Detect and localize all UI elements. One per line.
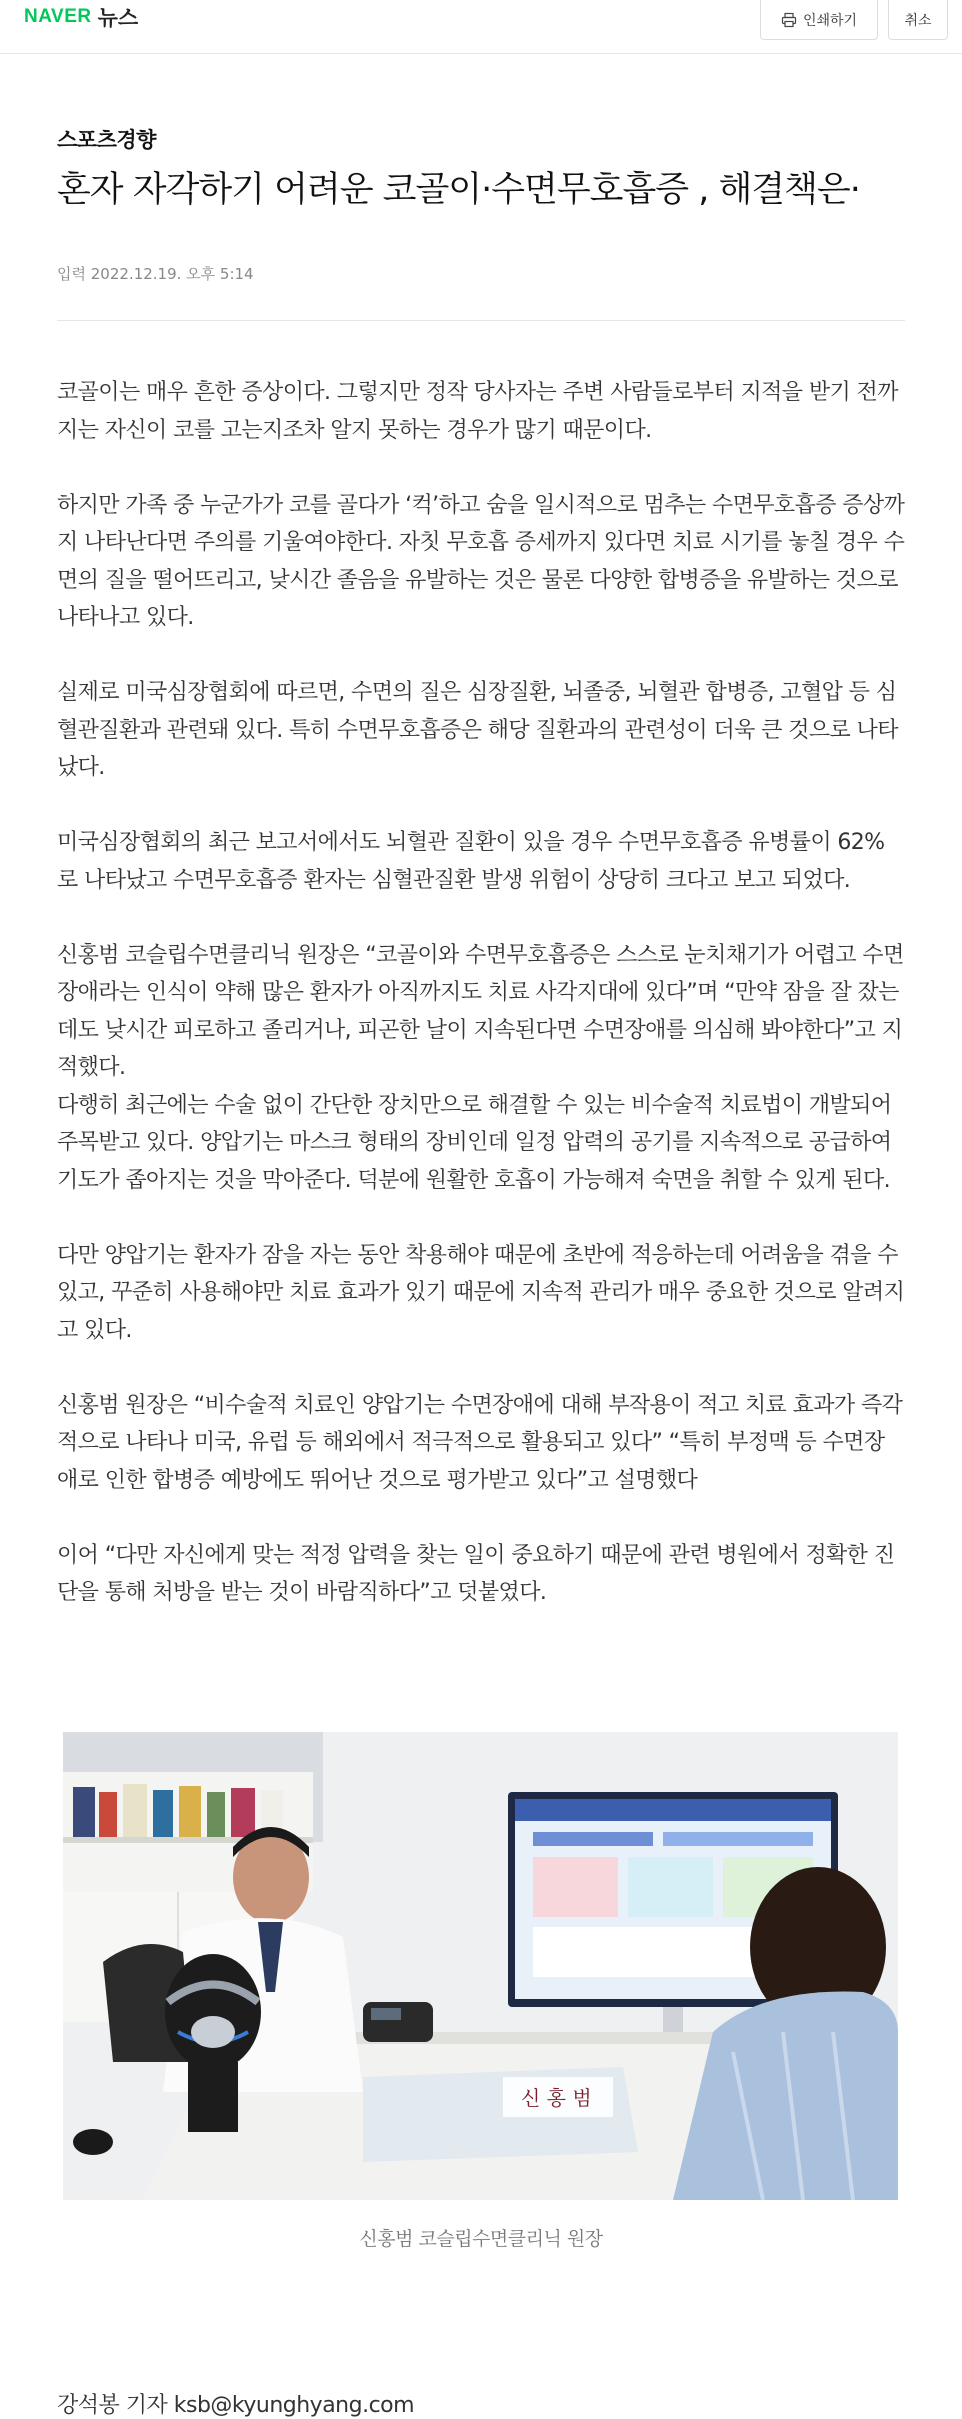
article-photo [63, 1732, 898, 2200]
paragraph: 실제로 미국심장협회에 따르면, 수면의 질은 심장질환, 뇌졸중, 뇌혈관 합병증, 고혈압 등 심혈관질환과 관련돼 있다. 특히 수면무호흡증은 해당 질환과의 관련성이 더욱 큰 것으로 나타났다. [57, 680, 898, 780]
cancel-button[interactable] [888, 0, 948, 40]
paragraph: 신홍범 코슬립수면클리닉 원장은 “코골이와 수면무호흡증은 스스로 눈치채기가 어렵고 수면장애라는 인식이 약해 많은 환자가 아직까지도 치료 사각지대에 있다”며 “만약 잠을 잘 잤는데도 낮시간 피로하고 졸리거나, 피곤한 날이 지속된다면 수면장애를 의심해 봐야한다”고 지적했다. [57, 942, 904, 1080]
press-logo[interactable]: 스포츠경향 [57, 127, 156, 152]
paragraph: 미국심장협회의 최근 보고서에서도 뇌혈관 질환이 있을 경우 수면무호흡증 유병률이 62%로 나타났고 수면무호흡증 환자는 심혈관질환 발생 위험이 상당히 크다고 보고 되었다. [57, 830, 885, 893]
cancel-label: 취소 [904, 12, 932, 29]
article-title: 혼자 자각하기 어려운 코골이·수면무호흡증 , 해결책은· [57, 170, 860, 210]
photo-caption: 신홍범 코슬립수면클리닉 원장 [359, 2228, 603, 2250]
clinic-consultation-photo [63, 1732, 898, 2200]
photo-nameplate: 신 홍 범 [521, 2086, 592, 2110]
news-section-label: 뉴스 [97, 6, 139, 30]
naver-logo-text: NAVER [24, 6, 92, 27]
top-bar [0, 0, 962, 54]
paragraph: 다행히 최근에는 수술 없이 간단한 장치만으로 해결할 수 있는 비수술적 치료법이 개발되어 주목받고 있다. 양압기는 마스크 형태의 장비인데 일정 압력의 공기를 지속적으로 공급하여 기도가 좁아지는 것을 막아준다. 덕분에 원활한 호흡이 가능해져 숙면을 취할 수 있게 된다. [57, 1092, 892, 1193]
reporter-byline[interactable]: 강석봉 기자 ksb@kyunghyang.com [57, 2393, 415, 2418]
article-body [57, 374, 905, 1612]
paragraph: 이어 “다만 자신에게 맞는 적정 압력을 찾는 일이 중요하기 때문에 관련 병원에서 정확한 진단을 통해 처방을 받는 것이 바람직하다”고 덧붙였다. [57, 1542, 895, 1605]
paragraph: 신홍범 원장은 “비수술적 치료인 양압기는 수면장애에 대해 부작용이 적고 치료 효과가 즉각적으로 나타나 미국, 유럽 등 해외에서 적극적으로 활용되고 있다” “특히 부정맥 등 수면장애로 인한 합병증 예방에도 뛰어난 것으로 평가받고 있다”고 설명했다 [57, 1392, 903, 1493]
header-divider [57, 320, 905, 321]
naver-news-logo[interactable] [24, 2, 138, 32]
article-date: 입력 2022.12.19. 오후 5:14 [57, 265, 254, 283]
print-label: 인쇄하기 [802, 12, 858, 29]
paragraph: 다만 양압기는 환자가 잠을 자는 동안 착용해야 때문에 초반에 적응하는데 어려움을 겪을 수 있고, 꾸준히 사용해야만 치료 효과가 있기 때문에 지속적 관리가 매우 중요한 것으로 알려지고 있다. [57, 1242, 905, 1343]
print-button[interactable] [760, 0, 878, 40]
paragraph: 코골이는 매우 흔한 증상이다. 그렇지만 정작 당사자는 주변 사람들로부터 지적을 받기 전까지는 자신이 코를 고는지조차 알지 못하는 경우가 많기 때문이다. [57, 380, 898, 443]
print-icon [781, 12, 797, 28]
paragraph: 하지만 가족 중 누군가가 코를 골다가 ‘컥’하고 숨을 일시적으로 멈추는 수면무호흡증 증상까지 나타난다면 주의를 기울여야한다. 자칫 무호흡 증세까지 있다면 치료 시기를 놓칠 경우 수면의 질을 떨어뜨리고, 낮시간 졸음을 유발하는 것은 물론 다양한 합병증을 유발하는 것으로 나타나고 있다. [57, 492, 905, 630]
